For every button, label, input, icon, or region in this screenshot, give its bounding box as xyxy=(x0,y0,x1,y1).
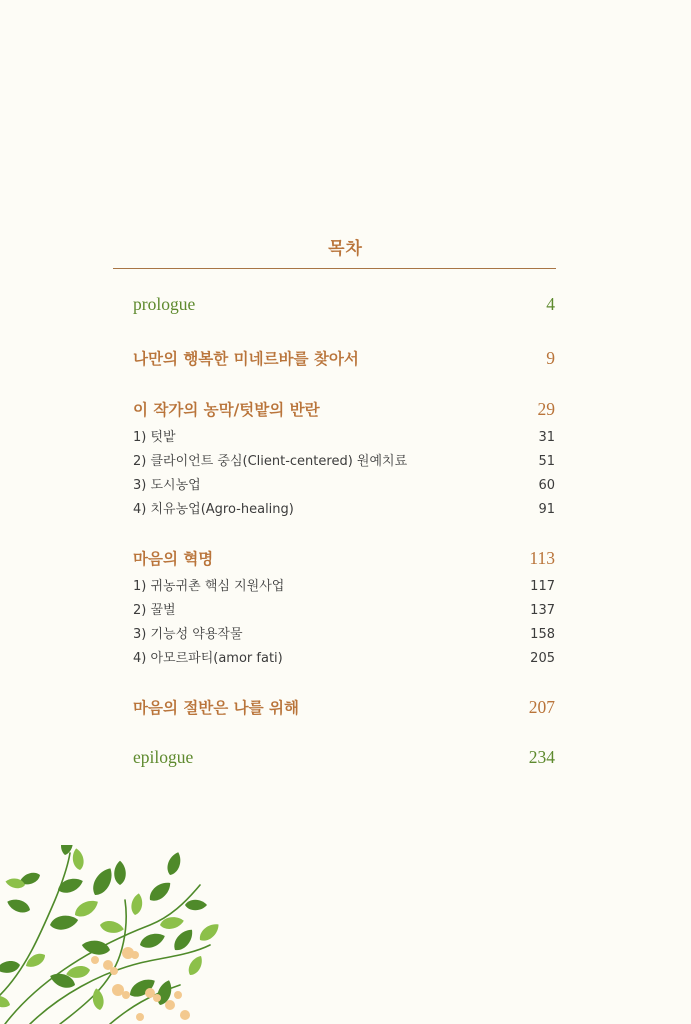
toc-entry-section[interactable] xyxy=(133,474,555,493)
toc-entry-page: 31 xyxy=(538,430,555,445)
toc-entry-label: 3) 도시농업 xyxy=(133,478,201,493)
toc-entry-page: 60 xyxy=(538,478,555,493)
title-divider xyxy=(113,268,556,269)
toc-entry-chapter-4[interactable] xyxy=(133,696,555,718)
toc-entry-epilogue[interactable] xyxy=(133,747,555,768)
toc-entry-chapter-3[interactable] xyxy=(133,547,555,569)
toc-entry-page: 158 xyxy=(530,627,555,642)
toc-entry-section[interactable] xyxy=(133,647,555,666)
toc-entry-page: 51 xyxy=(538,454,555,469)
toc-entry-section[interactable] xyxy=(133,450,555,469)
toc-entry-label: 1) 텃밭 xyxy=(133,430,176,445)
toc-entry-label: 3) 기능성 약용작물 xyxy=(133,627,243,642)
toc-entry-label: 나만의 행복한 미네르바를 찾아서 xyxy=(133,349,359,368)
leafy-branch-with-flowers-icon xyxy=(0,845,230,1024)
toc-entry-label: 이 작가의 농막/텃밭의 반란 xyxy=(133,400,320,419)
toc-entry-section[interactable] xyxy=(133,623,555,642)
toc-entry-page: 91 xyxy=(538,502,555,517)
toc-entry-page: 205 xyxy=(530,651,555,666)
toc-entry-label: 2) 꿀벌 xyxy=(133,603,176,618)
toc-entry-section[interactable] xyxy=(133,599,555,618)
toc-entry-section[interactable] xyxy=(133,426,555,445)
toc-entry-label: 2) 클라이언트 중심(Client-centered) 원예치료 xyxy=(133,454,408,469)
toc-entry-label: 4) 아모르파티(amor fati) xyxy=(133,651,283,666)
toc-entry-label: epilogue xyxy=(133,747,194,767)
toc-entry-label: 4) 치유농업(Agro-healing) xyxy=(133,502,294,517)
toc-entry-label: 1) 귀농귀촌 핵심 지원사업 xyxy=(133,579,285,594)
toc-entry-section[interactable] xyxy=(133,498,555,517)
toc-entry-section[interactable] xyxy=(133,575,555,594)
toc-entry-prologue[interactable] xyxy=(133,294,555,315)
toc-entry-page: 117 xyxy=(530,579,555,594)
toc-entry-page: 113 xyxy=(529,548,555,568)
toc-entry-chapter-1[interactable] xyxy=(133,347,555,369)
toc-entry-label: prologue xyxy=(133,294,196,314)
toc-entry-page: 29 xyxy=(537,399,555,419)
toc-entry-page: 137 xyxy=(530,603,555,618)
toc-entry-page: 9 xyxy=(546,348,555,368)
toc-entry-page: 234 xyxy=(528,747,555,767)
toc-entry-chapter-2[interactable] xyxy=(133,398,555,420)
toc-entry-page: 4 xyxy=(546,294,555,314)
toc-title: 목차 xyxy=(328,239,363,259)
toc-entry-page: 207 xyxy=(528,697,555,717)
toc-entry-label: 마음의 혁명 xyxy=(133,549,214,568)
toc-entry-label: 마음의 절반은 나를 위해 xyxy=(133,698,299,717)
